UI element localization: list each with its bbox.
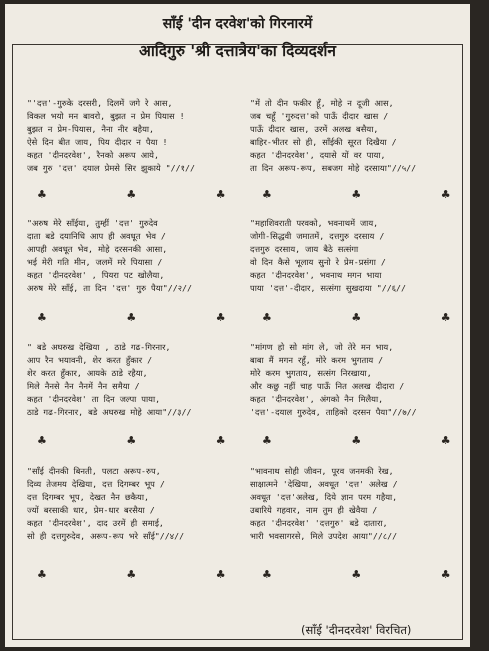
ornament-clubs: ♣ ♣ ♣ (262, 188, 489, 201)
ornament-clubs: ♣ ♣ ♣ (262, 311, 489, 324)
verse-line: "मांगण हो सो मांग ले, जो तेरे मन भाय, (250, 342, 394, 352)
verse-line: दाता बडे दयानिधि आप ही अवधूत भेव / (27, 231, 166, 241)
verse-2 (27, 217, 245, 295)
verse-line: भारी भवसागरसे, मिले उपदेश आया"//८// (250, 531, 398, 541)
verse-line: ठाडे गढ-गिरनार, बडे अघरुख मोहे आया"//३// (27, 407, 192, 417)
verse-line: शेर करत हुँकार, आयके ठाडे रहैया, (27, 368, 148, 378)
ornament-clubs: ♣ ♣ ♣ (262, 434, 489, 447)
verse-line: कहत 'दीनदरवेश', दयासे यों वर पाया, (250, 150, 386, 160)
verse-line: कहत 'दीनदरवेश', रैनको अरूप आये, (27, 150, 159, 160)
verse-line: साक्षात्मने 'देखिया, अवधूत 'दत्त' अलेख / (250, 479, 398, 489)
verse-line: दत्तगुरु दरसाय, जाय बैठे सत्संगा (250, 244, 359, 254)
verse-line: बाबा मैं मगन रहूँ, मोरे करम भुगताय / (250, 355, 384, 365)
verse-line: अरुष मेरे साँई, ता दिन 'दत्त' गुरु पैया"//२// (27, 283, 193, 293)
verse-line: ऐसे दिन बीत जाय, पिय दीदार न पैया ! (27, 137, 168, 147)
document-page (5, 4, 489, 647)
verse-line: "भावनाथ सोही जीवन, पूरव जनमकी रेख, (250, 466, 394, 476)
ornament-clubs: ♣ ♣ ♣ (37, 568, 264, 581)
verse-line: कहत 'दीनदरवेश', दाद उरमें ही समाई, (27, 518, 164, 528)
ornament-clubs: ♣ ♣ ♣ (37, 311, 264, 324)
verse-5 (250, 97, 468, 175)
verse-line: कहत 'दीनदरवेश' 'दत्तगुरु' बडे दातारा, (250, 518, 388, 528)
verse-line: मोरे करम भुगताय, सत्संग निरखाया, (250, 368, 372, 378)
verse-line: "अरुष मेरे साँईया, तुम्हीं 'दत्त' गुरुदेव (27, 218, 158, 228)
ornament-clubs: ♣ ♣ ♣ (37, 434, 264, 447)
verse-line: मिले नैनसे नैन नैनमें नैन समैया / (27, 381, 140, 391)
verse-line: विकल भयो मन बावरो, बुझत न प्रेम पियास ! (27, 111, 185, 121)
verse-1 (27, 97, 245, 175)
verse-line: बाहिर-भीतर सो ही, साँईकी सूरत दिखैया / (250, 137, 397, 147)
verse-line: अवधूत 'दत्त'अलेख, दिये ज्ञान परम गहैया, (250, 492, 398, 502)
verse-line: "महाशिवराती परवको, भवनाथमें जाय, (250, 218, 379, 228)
ornament-clubs: ♣ ♣ ♣ (262, 568, 489, 581)
verse-3 (27, 341, 245, 419)
verse-line: भई मेरी गति मीन, जलमें मरे पियासा / (27, 257, 163, 267)
verse-8 (250, 465, 468, 543)
verse-line: "'दत्त'-गुरुके दरसरी, दिलमें जगे रे आस, (27, 98, 173, 108)
verse-line: और कछु नहीं चाह पाऊँ नित अलख दीदारा / (250, 381, 405, 391)
verse-line: जब चहूँ 'गुरुदत्त'को पाऊँ दीदार खास / (250, 111, 389, 121)
verse-line: पाऊँ दीदार खास, उरमें अलख बसैया, (250, 124, 379, 134)
verse-line: कहत 'दीनदरवेश' , पियरा पट खोलैया, (27, 270, 165, 280)
verse-line: वो दिन कैसे भूलाय सुनो रे प्रेम-प्रसंगा / (250, 257, 386, 267)
page-title-line2: आदिगुरु 'श्री दत्तात्रेय'का दिव्यदर्शन (138, 42, 337, 60)
verse-4 (27, 465, 245, 543)
verse-line: "में तो दीन फकीर हूँ, मोहे न दूजी आस, (250, 98, 394, 108)
verse-line: उबारिये गहवार, नाम तुम ही खेवैया / (250, 505, 378, 515)
verse-6 (250, 217, 468, 295)
verse-line: " बडे अघरुख देखिया , ठाडे गढ-गिरनार, (27, 342, 171, 352)
verse-line: ता दिन अरूप-रूप, सबजग मोहे दरसाया"//५// (250, 163, 417, 173)
verse-line: जोगी-सिद्धवी जमातमें, दत्तगुरु दरसाय / (250, 231, 385, 241)
verse-line: "साँई दीनकी बिनती, पलटा अरूप-रुप, (27, 466, 161, 476)
verse-line: दत्त दिगम्बर भूप, देखत नैन छकैया, (27, 492, 149, 502)
verse-line: दिव्य तेजमय देखिया, दत्त दिगम्बर भूप / (27, 479, 165, 489)
verse-line: कहत 'दीनदरवेश', अंगको नैन मिलैया, (250, 394, 384, 404)
verse-line: जब गुरु 'दत्त' दयाल प्रेमसे सिर झुकाये "//१// (27, 163, 195, 173)
verse-line: सो ही दत्तगुरुदेव, अरूप-रूप भरे साँई"//४// (27, 531, 185, 541)
verse-line: पाया 'दत्त'-दीदार, सत्संगा सुखदाया "//६// (250, 283, 407, 293)
verse-line: ज्यों बरसाकी धार, प्रेम-धार बरसैया / (27, 505, 155, 515)
page-title-line1: साँई 'दीन दरवेश'को गिरनारमें (162, 16, 313, 32)
verse-line: बुझत न प्रेम-पियास, नैना नीर बहैया, (27, 124, 155, 134)
verse-line: आप रैन भयावनी, शेर करत हुँकार / (27, 355, 153, 365)
ornament-clubs: ♣ ♣ ♣ (37, 188, 264, 201)
verse-line: आपही अवधूत भेव, मोहे दरसनकी आसा, (27, 244, 168, 254)
verse-line: 'दत्त'-दयाल गुरुदेव, ताहिको दरसन पैया"//७// (250, 407, 417, 417)
verse-7 (250, 341, 468, 419)
verse-line: कहत 'दीनदरवेश', भवनाथ मगन भाया (250, 270, 382, 280)
author-signature: (साँई 'दीनदरवेश' विरचित) (301, 623, 412, 637)
verse-line: कहत 'दीनदरवेश' ता दिन जल्पा पाया, (27, 394, 161, 404)
